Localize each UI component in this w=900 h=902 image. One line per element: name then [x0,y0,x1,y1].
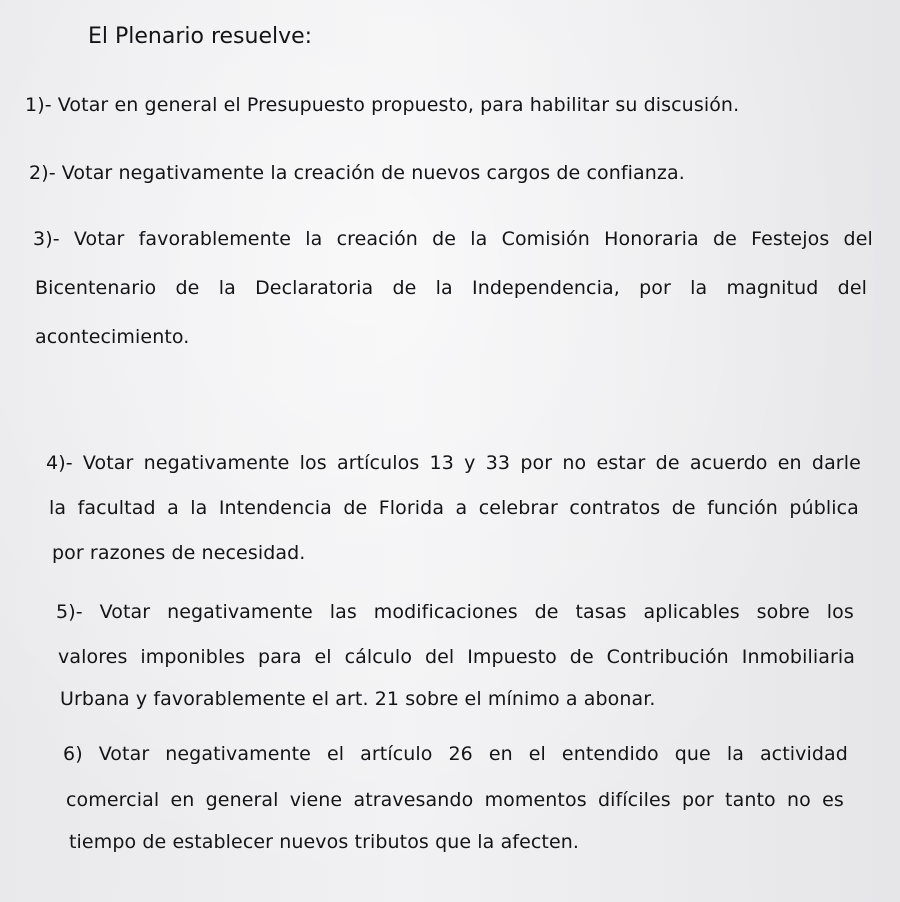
item-1-line-1: 1)- Votar en general el Presupuesto propuesto, para habilitar su discusión. [25,94,740,116]
item-2-line-1: 2)- Votar negativamente la creación de nuevos cargos de confianza. [29,162,685,184]
item-3-line-3: acontecimiento. [35,326,190,348]
item-6-line-3: tiempo de establecer nuevos tributos que la afecten. [69,831,580,853]
item-5-line-3: Urbana y favorablemente el art. 21 sobre el mínimo a abonar. [60,688,656,710]
document-title: El Plenario resuelve: [88,24,313,49]
item-6-line-1: 6) Votar negativamente el artículo 26 en el entendido que la actividad [63,743,848,765]
item-4-line-1: 4)- Votar negativamente los artículos 13 y 33 por no estar de acuerdo en darle [46,452,861,474]
item-4-line-3: por razones de necesidad. [52,542,306,564]
item-4-line-2: la facultad a la Intendencia de Florida a celebrar contratos de función pública [49,497,859,519]
item-5-line-1: 5)- Votar negativamente las modificaciones de tasas aplicables sobre los [56,601,854,623]
item-5-line-2: valores imponibles para el cálculo del Impuesto de Contribución Inmobiliaria [58,646,855,668]
item-3-line-1: 3)- Votar favorablemente la creación de la Comisión Honoraria de Festejos del [33,228,873,250]
item-6-line-2: comercial en general viene atravesando momentos difíciles por tanto no es [66,789,844,811]
item-3-line-2: Bicentenario de la Declaratoria de la Independencia, por la magnitud del [35,277,867,299]
